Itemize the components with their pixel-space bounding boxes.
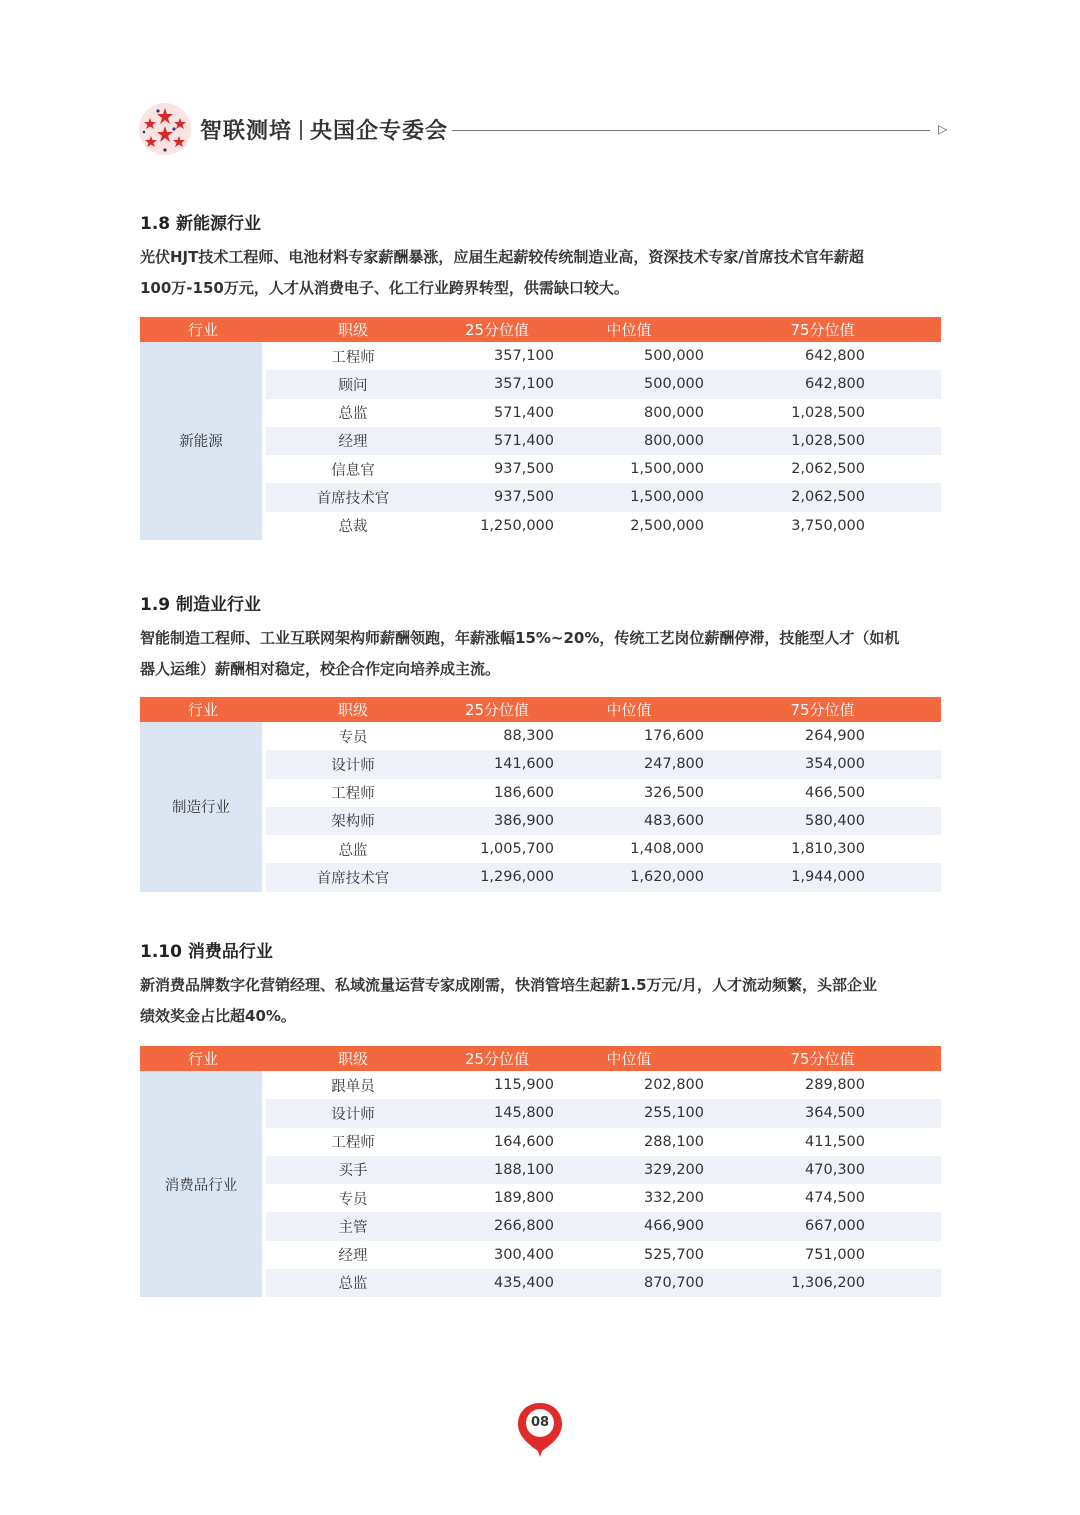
p25-cell: 357,100 (440, 370, 554, 398)
industry-cell: 新能源 (140, 342, 266, 540)
row-padding (865, 1184, 941, 1212)
median-cell: 2,500,000 (554, 512, 704, 540)
median-cell: 1,500,000 (554, 455, 704, 483)
row-padding (865, 1269, 941, 1297)
p25-cell: 1,005,700 (440, 835, 554, 863)
table-header-row (140, 317, 941, 342)
row-padding (865, 750, 941, 778)
median-cell: 800,000 (554, 399, 704, 427)
section-description: 光伏HJT技术工程师、电池材料专家薪酬暴涨，应届生起薪较传统制造业高，资深技术专家/首席技术官年薪超 100万-150万元，人才从消费电子、化工行业跨界转型，供需缺口较大。 (140, 248, 864, 297)
median-cell: 1,620,000 (554, 863, 704, 891)
industry-cell: 制造行业 (140, 722, 266, 892)
p75-cell: 1,028,500 (704, 399, 865, 427)
job-level-cell: 设计师 (266, 1099, 440, 1127)
p75-cell: 2,062,500 (704, 455, 865, 483)
median-cell: 329,200 (554, 1156, 704, 1184)
median-cell: 500,000 (554, 342, 704, 370)
row-padding (865, 512, 941, 540)
column-header: 中位值 (554, 317, 704, 342)
section-description: 新消费品牌数字化营销经理、私域流量运营专家成刚需，快消管培生起薪1.5万元/月，人才流动频繁，头部企业 绩效奖金占比超40%。 (140, 976, 878, 1025)
section-title: 1.8 新能源行业 (140, 214, 262, 234)
logo-icon (138, 102, 192, 156)
median-cell: 525,700 (554, 1241, 704, 1269)
p25-cell: 1,296,000 (440, 863, 554, 891)
job-level-cell: 买手 (266, 1156, 440, 1184)
section-manufacturing (140, 593, 941, 685)
row-padding (865, 427, 941, 455)
job-level-cell: 工程师 (266, 342, 440, 370)
column-header: 职级 (266, 697, 440, 722)
median-cell: 326,500 (554, 779, 704, 807)
median-cell: 247,800 (554, 750, 704, 778)
job-level-cell: 主管 (266, 1212, 440, 1240)
p75-cell: 751,000 (704, 1241, 865, 1269)
page-number: 08 (530, 1415, 550, 1430)
job-level-cell: 设计师 (266, 750, 440, 778)
job-level-cell: 总监 (266, 1269, 440, 1297)
p25-cell: 571,400 (440, 427, 554, 455)
p25-cell: 937,500 (440, 483, 554, 511)
p75-cell: 1,306,200 (704, 1269, 865, 1297)
page-badge-icon (516, 1401, 564, 1459)
row-padding (865, 399, 941, 427)
brand-name: 智联测培 央国企专委会 (200, 119, 449, 144)
section-consumer-goods (140, 940, 941, 1032)
column-header: 职级 (266, 317, 440, 342)
median-cell: 255,100 (554, 1099, 704, 1127)
table-row (140, 342, 941, 370)
row-padding (865, 1241, 941, 1269)
job-level-cell: 专员 (266, 1184, 440, 1212)
p25-cell: 357,100 (440, 342, 554, 370)
column-header: 行业 (140, 317, 266, 342)
p75-cell: 580,400 (704, 807, 865, 835)
p25-cell: 88,300 (440, 722, 554, 750)
median-cell: 1,408,000 (554, 835, 704, 863)
median-cell: 1,500,000 (554, 483, 704, 511)
job-level-cell: 跟单员 (266, 1071, 440, 1099)
column-header: 25分位值 (440, 1046, 554, 1071)
p75-cell: 411,500 (704, 1128, 865, 1156)
row-padding (865, 483, 941, 511)
median-cell: 202,800 (554, 1071, 704, 1099)
job-level-cell: 总裁 (266, 512, 440, 540)
row-padding (865, 807, 941, 835)
p25-cell: 1,250,000 (440, 512, 554, 540)
column-header: 75分位值 (704, 317, 941, 342)
p75-cell: 1,810,300 (704, 835, 865, 863)
p75-cell: 264,900 (704, 722, 865, 750)
section-title: 1.9 制造业行业 (140, 595, 262, 615)
column-header: 中位值 (554, 1046, 704, 1071)
row-padding (865, 1212, 941, 1240)
p75-cell: 642,800 (704, 370, 865, 398)
row-padding (865, 1128, 941, 1156)
row-padding (865, 863, 941, 891)
p75-cell: 354,000 (704, 750, 865, 778)
job-level-cell: 首席技术官 (266, 483, 440, 511)
p25-cell: 937,500 (440, 455, 554, 483)
p75-cell: 667,000 (704, 1212, 865, 1240)
median-cell: 483,600 (554, 807, 704, 835)
section-new-energy (140, 212, 941, 304)
p75-cell: 289,800 (704, 1071, 865, 1099)
median-cell: 870,700 (554, 1269, 704, 1297)
median-cell: 176,600 (554, 722, 704, 750)
p25-cell: 188,100 (440, 1156, 554, 1184)
p75-cell: 3,750,000 (704, 512, 865, 540)
p25-cell: 571,400 (440, 399, 554, 427)
job-level-cell: 总监 (266, 835, 440, 863)
column-header: 行业 (140, 1046, 266, 1071)
p75-cell: 474,500 (704, 1184, 865, 1212)
p25-cell: 189,800 (440, 1184, 554, 1212)
job-level-cell: 专员 (266, 722, 440, 750)
column-header: 职级 (266, 1046, 440, 1071)
p25-cell: 141,600 (440, 750, 554, 778)
p25-cell: 300,400 (440, 1241, 554, 1269)
column-header: 75分位值 (704, 1046, 941, 1071)
p25-cell: 145,800 (440, 1099, 554, 1127)
job-level-cell: 工程师 (266, 779, 440, 807)
p25-cell: 115,900 (440, 1071, 554, 1099)
p25-cell: 164,600 (440, 1128, 554, 1156)
page-header (138, 100, 950, 160)
row-padding (865, 779, 941, 807)
p25-cell: 386,900 (440, 807, 554, 835)
row-padding (865, 835, 941, 863)
salary-table-manufacturing (140, 697, 941, 892)
table-header-row (140, 1046, 941, 1071)
header-arrow-icon: ▷ (938, 122, 948, 136)
row-padding (865, 1071, 941, 1099)
p75-cell: 642,800 (704, 342, 865, 370)
median-cell: 500,000 (554, 370, 704, 398)
row-padding (865, 455, 941, 483)
job-level-cell: 首席技术官 (266, 863, 440, 891)
column-header: 中位值 (554, 697, 704, 722)
header-rule (452, 130, 930, 131)
row-padding (865, 722, 941, 750)
column-header: 75分位值 (704, 697, 941, 722)
median-cell: 288,100 (554, 1128, 704, 1156)
job-level-cell: 顾问 (266, 370, 440, 398)
median-cell: 466,900 (554, 1212, 704, 1240)
job-level-cell: 信息官 (266, 455, 440, 483)
p75-cell: 470,300 (704, 1156, 865, 1184)
job-level-cell: 经理 (266, 427, 440, 455)
job-level-cell: 总监 (266, 399, 440, 427)
p25-cell: 435,400 (440, 1269, 554, 1297)
p25-cell: 266,800 (440, 1212, 554, 1240)
p75-cell: 466,500 (704, 779, 865, 807)
salary-table-new-energy (140, 317, 941, 540)
table-row (140, 722, 941, 750)
table-row (140, 1071, 941, 1099)
p25-cell: 186,600 (440, 779, 554, 807)
column-header: 25分位值 (440, 697, 554, 722)
section-description: 智能制造工程师、工业互联网架构师薪酬领跑，年薪涨幅15%~20%，传统工艺岗位薪酬停滞，技能型人才（如机 器人运维）薪酬相对稳定，校企合作定向培养成主流。 (140, 629, 900, 678)
p75-cell: 1,028,500 (704, 427, 865, 455)
row-padding (865, 1156, 941, 1184)
column-header: 行业 (140, 697, 266, 722)
median-cell: 800,000 (554, 427, 704, 455)
p75-cell: 1,944,000 (704, 863, 865, 891)
row-padding (865, 342, 941, 370)
row-padding (865, 1099, 941, 1127)
p75-cell: 364,500 (704, 1099, 865, 1127)
job-level-cell: 工程师 (266, 1128, 440, 1156)
job-level-cell: 经理 (266, 1241, 440, 1269)
table-header-row (140, 697, 941, 722)
section-title: 1.10 消费品行业 (140, 942, 273, 962)
industry-cell: 消费品行业 (140, 1071, 266, 1297)
job-level-cell: 架构师 (266, 807, 440, 835)
row-padding (865, 370, 941, 398)
p75-cell: 2,062,500 (704, 483, 865, 511)
median-cell: 332,200 (554, 1184, 704, 1212)
column-header: 25分位值 (440, 317, 554, 342)
salary-table-consumer-goods (140, 1046, 941, 1297)
